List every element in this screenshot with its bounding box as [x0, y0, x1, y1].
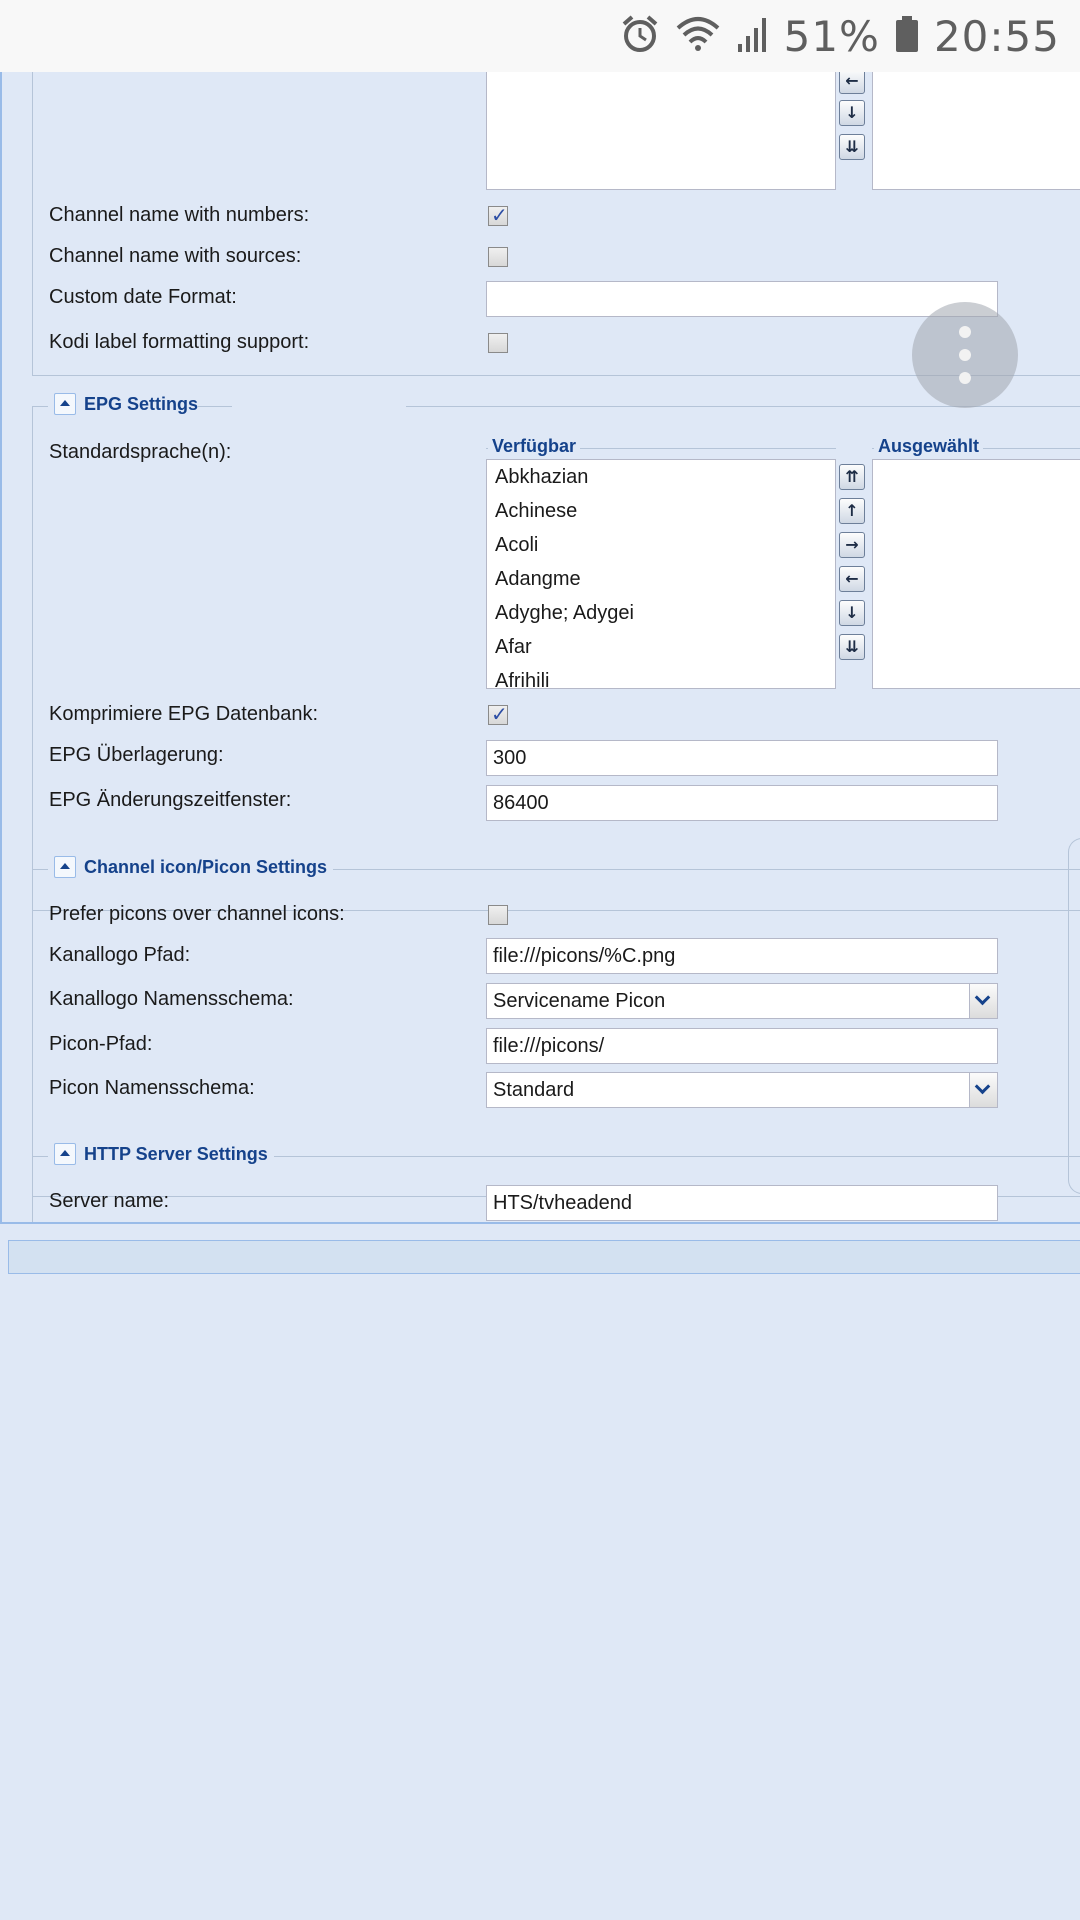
channel-name-sources-checkbox[interactable]	[488, 247, 508, 267]
move-bottom-button[interactable]: ⇊	[839, 634, 865, 660]
epg-fieldset-left	[32, 406, 33, 910]
move-down-button[interactable]: ↓	[839, 100, 865, 126]
selected-languages-list[interactable]	[872, 459, 1080, 689]
side-panel-edge	[1068, 838, 1080, 1194]
http-fieldset-left	[32, 1156, 33, 1224]
signal-icon	[736, 14, 770, 59]
logo-scheme-value: Servicename Picon	[493, 990, 666, 1012]
move-bottom-button[interactable]: ⇊	[839, 134, 865, 160]
logo-path-label: Kanallogo Pfad:	[49, 944, 191, 966]
general-fieldset-border	[32, 72, 33, 375]
top-selected-list[interactable]	[872, 72, 1080, 190]
list-item[interactable]: Abkhazian	[495, 466, 589, 488]
move-top-button[interactable]: ⇈	[839, 464, 865, 490]
server-name-input[interactable]: HTS/tvheadend	[486, 1185, 998, 1221]
custom-date-format-label: Custom date Format:	[49, 286, 237, 308]
battery-icon	[894, 14, 920, 59]
top-available-list[interactable]	[486, 72, 836, 190]
chevron-down-icon[interactable]	[969, 1073, 997, 1107]
list-item[interactable]: Adyghe; Adygei	[495, 602, 634, 624]
list-item[interactable]: Adangme	[495, 568, 581, 590]
languages-label: Standardsprache(n):	[49, 441, 232, 463]
more-vert-icon	[959, 326, 971, 338]
battery-percent: 51%	[783, 11, 880, 61]
epg-legend[interactable]	[48, 393, 204, 415]
picon-path-label: Picon-Pfad:	[49, 1033, 153, 1055]
logo-path-input[interactable]: file:///picons/%C.png	[486, 938, 998, 974]
channel-name-numbers-label: Channel name with numbers:	[49, 204, 310, 226]
list-item[interactable]: Achinese	[495, 500, 578, 522]
picon-fieldset-left	[32, 869, 33, 1196]
clock: 20:55	[933, 11, 1060, 61]
picon-scheme-select[interactable]	[486, 1072, 998, 1108]
channel-name-numbers-checkbox[interactable]	[488, 206, 508, 226]
custom-date-format-input[interactable]	[486, 281, 998, 317]
kodi-label-label: Kodi label formatting support:	[49, 331, 310, 353]
available-header: Verfügbar	[488, 436, 580, 457]
kodi-label-checkbox[interactable]	[488, 333, 508, 353]
picon-collapse-button[interactable]	[54, 856, 76, 878]
wifi-icon	[674, 14, 722, 59]
list-item[interactable]: Acoli	[495, 534, 539, 556]
picon-legend-title: Channel icon/Picon Settings	[84, 856, 328, 877]
picon-legend[interactable]	[48, 856, 333, 878]
epg-overlap-input[interactable]: 300	[486, 740, 998, 776]
epg-collapse-button[interactable]	[54, 393, 76, 415]
compress-epg-label: Komprimiere EPG Datenbank:	[49, 703, 319, 725]
settings-panel	[0, 72, 1080, 1224]
http-legend[interactable]	[48, 1143, 274, 1165]
move-up-button[interactable]: ↑	[839, 498, 865, 524]
epg-overlap-label: EPG Überlagerung:	[49, 744, 224, 766]
add-right-button[interactable]: →	[839, 532, 865, 558]
picon-path-input[interactable]: file:///picons/	[486, 1028, 998, 1064]
prefer-picons-checkbox[interactable]	[488, 905, 508, 925]
list-item[interactable]: Afrihili	[495, 670, 550, 689]
server-name-label: Server name:	[49, 1190, 170, 1212]
compress-epg-checkbox[interactable]	[488, 705, 508, 725]
alarm-icon	[620, 14, 660, 59]
bottom-toolbar	[8, 1240, 1080, 1274]
selected-header: Ausgewählt	[874, 436, 983, 457]
epg-window-input[interactable]: 86400	[486, 785, 998, 821]
remove-left-button[interactable]: ←	[839, 566, 865, 592]
logo-scheme-select[interactable]	[486, 983, 998, 1019]
move-down-button[interactable]: ↓	[839, 600, 865, 626]
move-left-button[interactable]: ←	[839, 72, 865, 94]
logo-scheme-label: Kanallogo Namensschema:	[49, 988, 294, 1010]
epg-legend-title: EPG Settings	[84, 393, 199, 414]
picon-scheme-label: Picon Namensschema:	[49, 1077, 255, 1099]
floating-menu-button[interactable]	[912, 302, 1018, 408]
chevron-down-icon[interactable]	[969, 984, 997, 1018]
channel-name-sources-label: Channel name with sources:	[49, 245, 302, 267]
status-bar	[0, 0, 1080, 72]
http-collapse-button[interactable]	[54, 1143, 76, 1165]
picon-scheme-value: Standard	[493, 1079, 575, 1101]
available-languages-list[interactable]	[486, 459, 836, 689]
http-legend-title: HTTP Server Settings	[84, 1143, 268, 1164]
prefer-picons-label: Prefer picons over channel icons:	[49, 903, 345, 925]
list-item[interactable]: Afar	[495, 636, 532, 658]
epg-window-label: EPG Änderungszeitfenster:	[49, 789, 292, 811]
